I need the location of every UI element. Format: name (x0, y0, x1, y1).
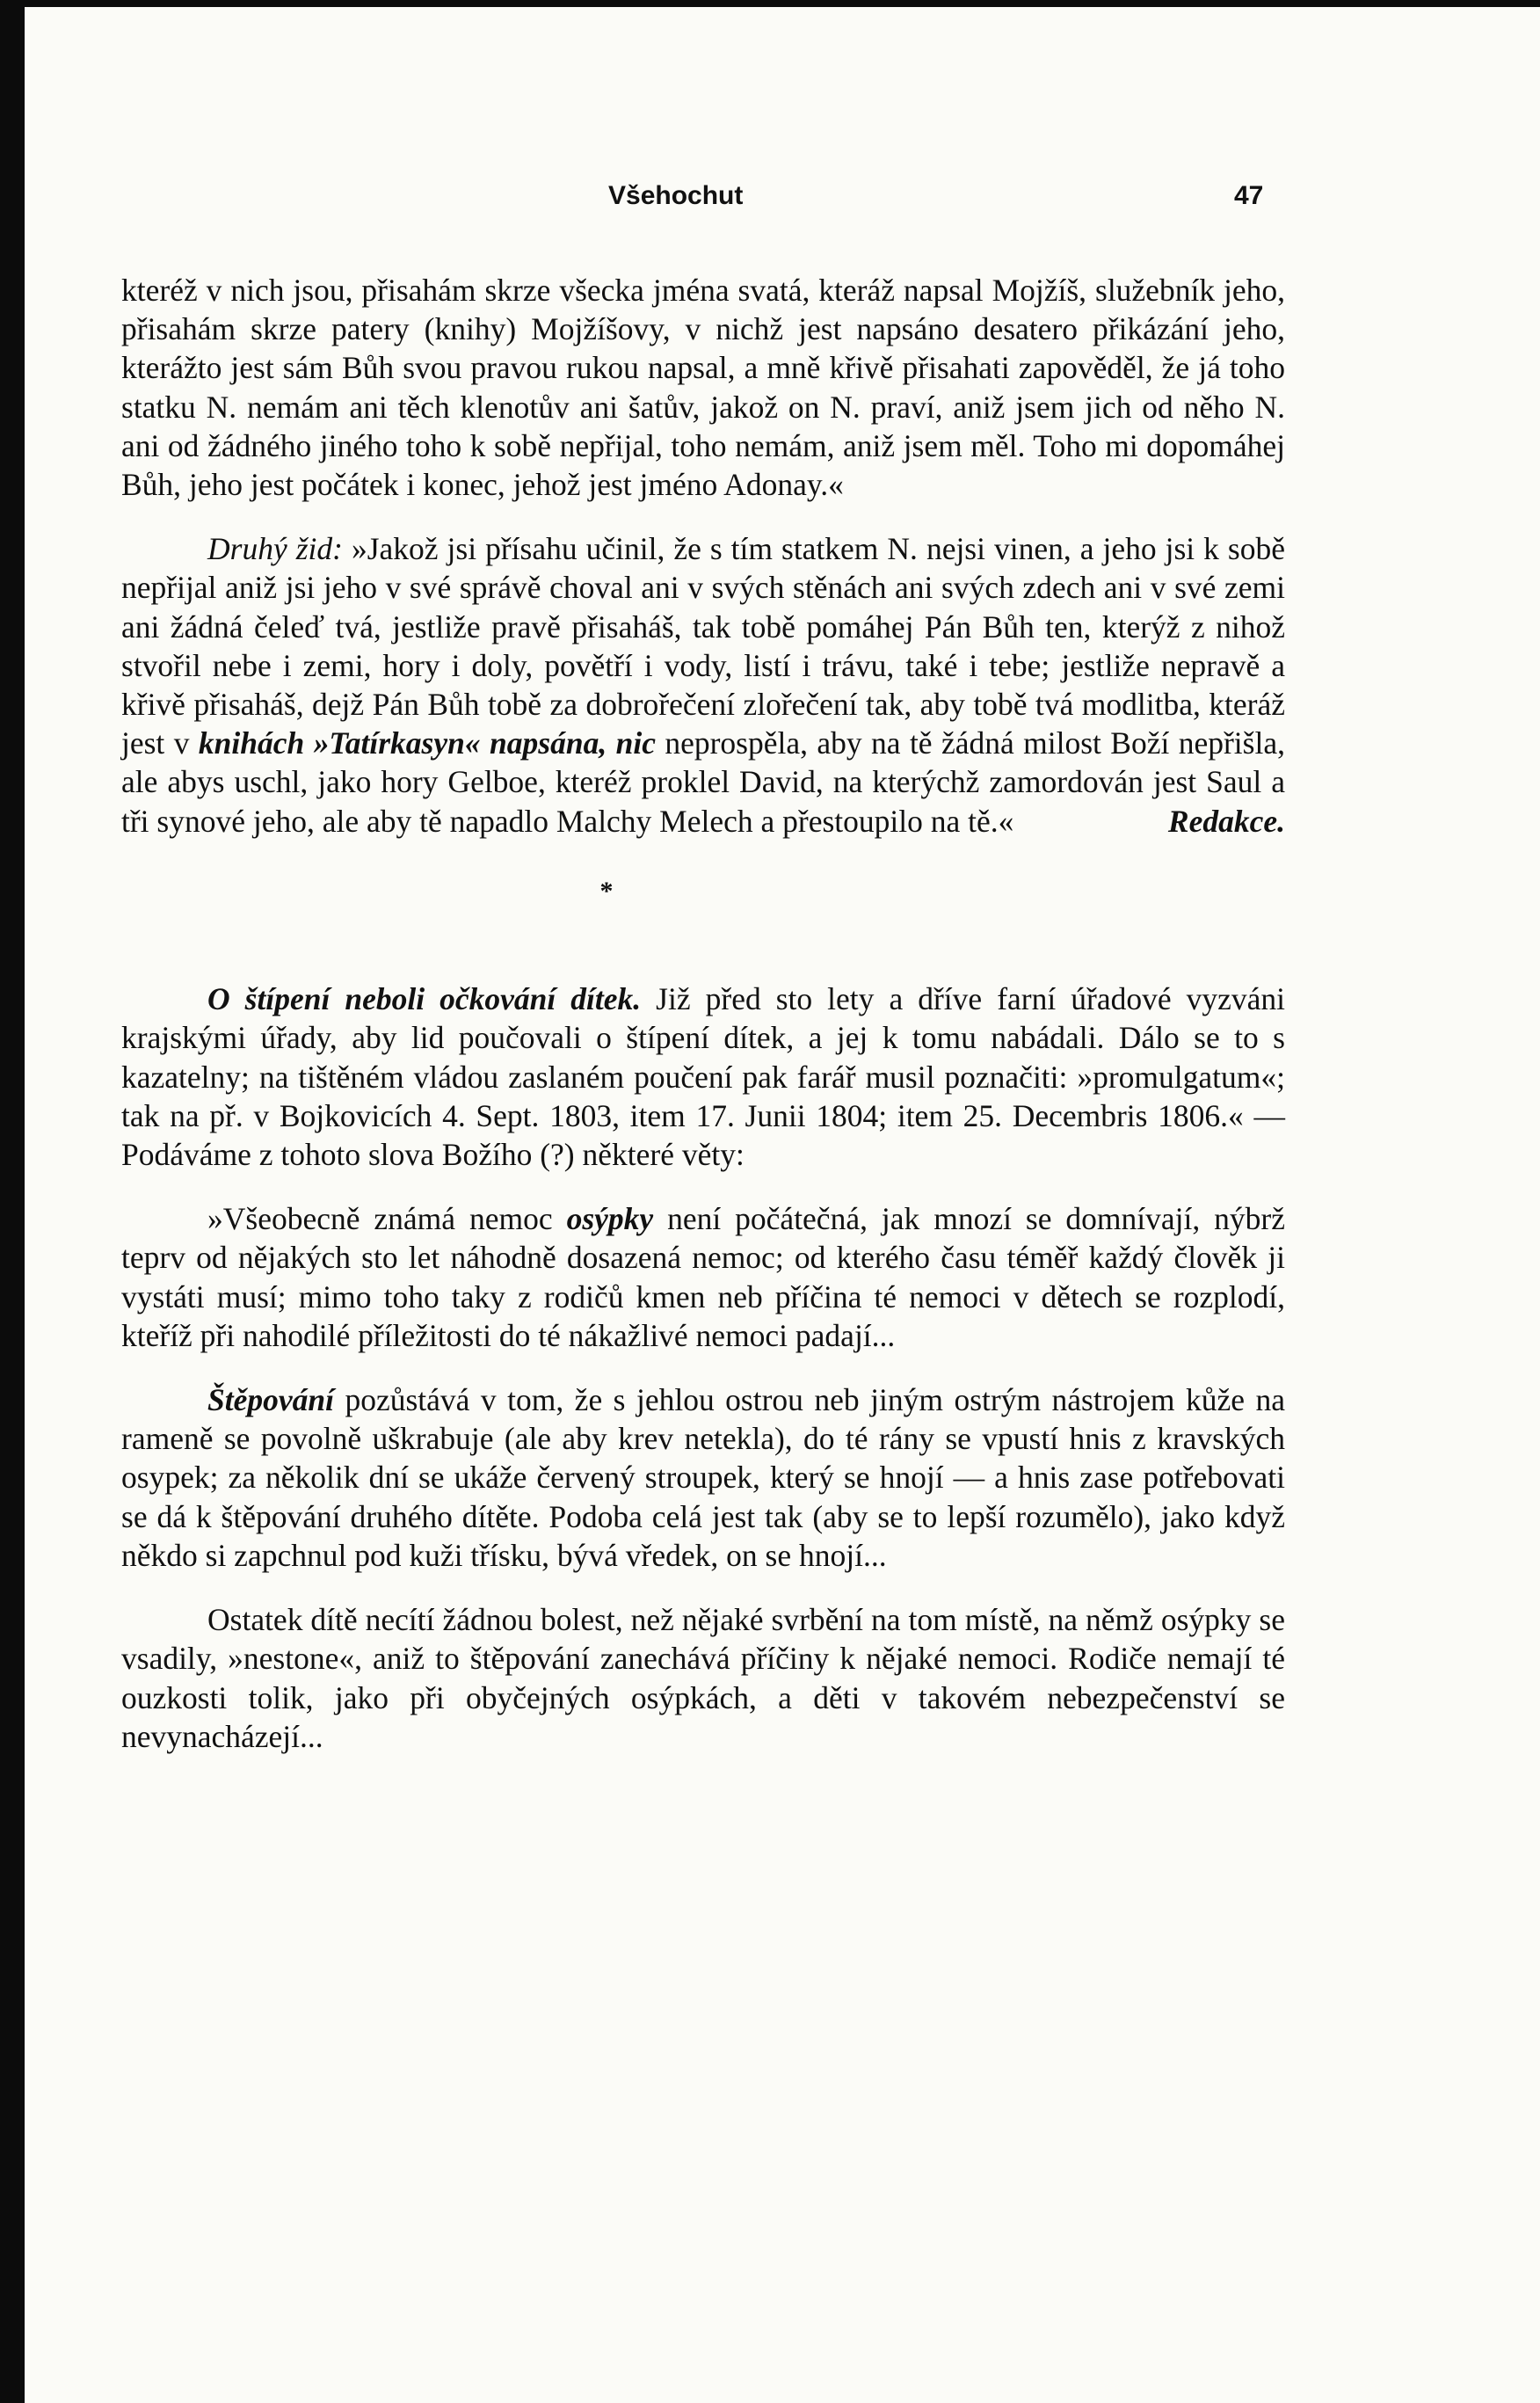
page-number: 47 (1234, 181, 1264, 210)
page-body (121, 271, 1285, 1781)
second-jew-paragraph (121, 529, 1285, 841)
second-jew-text-a: »Jakož jsi přísahu učinil, že s tím statkem N. nejsi vinen, a jeho jsi k sobě nepřijal aniž jsi jeho v své správě choval ani v svých stěnách ani svých zdech ani v své zemi ani žádná čeleď tvá, jestliže pravě přisaháš, tak tobě pomáhej Pán Bůh ten, kterýž z nihož stvořil nebe i zemi, hory i doly, povětří i vody, listí i trávu, také i tebe; jestliže nepravě a křivě přisaháš, dejž Pán Bůh tobě za dobrořečení zlořečení tak, aby tobě tvá modlitba, kteráž jest v (121, 531, 1285, 761)
second-jew-text-b: neprospěla, aby na tě žádná milost Boží nepřišla, ale abys uschl, jako hory Gelboe, kteréž proklel David, na kterýchž zamordován jest Saul a tři synové jeho, ale aby tě napadlo Malchy Melech a přestoupilo na tě.« (121, 725, 1285, 839)
stepovani-term: Štěpování (207, 1382, 334, 1418)
smallpox-text-b: není počátečná, jak mnozí se domnívají, nýbrž teprv od nějakých sto let náhodně dosazená nemoc; od kterého času téměř každý člověk ji vystáti musí; mimo toho taky z rodičů kmen neb příčina té nemoci v dětech se rozplodí, kteříž při nahodilé příležitosti do té nákažlivé nemoci padají... (121, 1201, 1285, 1353)
vaccination-title: O štípení neboli očkování dítek. (207, 981, 642, 1017)
osypky-term: osýpky (566, 1201, 654, 1237)
page-header (25, 181, 1540, 225)
inoculation-paragraph (121, 1380, 1285, 1575)
inoculation-text: pozůstává v tom, že s jehlou ostrou neb jiným ostrým nástrojem kůže na rameně se povolně uškrabuje (ale aby krev netekla), do té rány se vpustí hnis z kravských osypek; za několik dní se ukáže červený stroupek, který se hnojí — a hnis zase potřebovati se dá k štěpování druhého dítěte. Podoba celá jest tak (aby se to lepší rozumělo), jako když někdo si zapchnul pod kuži třísku, bývá vředek, on se hnojí... (121, 1382, 1285, 1573)
smallpox-text-a: »Všeobecně známá nemoc (207, 1201, 567, 1237)
redakce-signature: Redakce. (1167, 803, 1285, 839)
druhy-zid-label: Druhý žid: (207, 531, 343, 567)
aftercare-paragraph: Ostatek dítě necítí žádnou bolest, než nějaké svrbění na tom místě, na němž osýpky se vsadily, »nestone«, aniž to štěpování zanechává příčiny k nějaké nemoci. Rodiče nemají té ouzkosti tolik, jako při obyčejných osýpkách, a děti v takovém nebezpečenství se nevynacházejí... (121, 1602, 1285, 1754)
knihach-title: knihách »Tatírkasyn« napsána, nic (198, 725, 656, 761)
section-separator: * (599, 877, 614, 907)
vaccination-intro-paragraph (121, 979, 1285, 1174)
running-title: Všehochut (608, 181, 744, 210)
vaccination-intro-text: Již před sto lety a dříve farní úřadové vyzváni krajskými úřady, aby lid poučovali o štípení dítek, a jej k tomu nabádali. Dálo se to s kazatelny; na tištěném vládou zaslaném poučení pak farář musil poznačiti: »promulgatum«; tak na př. v Bojkovicích 4. Sept. 1803, item 17. Junii 1804; item 25. Decembris 1806.« — Podáváme z tohoto slova Božího (?) některé věty: (121, 981, 1285, 1173)
oath-paragraph: kteréž v nich jsou, přisahám skrze všecka jména svatá, kteráž napsal Mojžíš, služebník jeho, přisahám skrze patery (knihy) Mojžíšovy, v nichž jest napsáno desatero přikázání jeho, kterážto jest sám Bůh svou pravou rukou napsal, a mně křivě přisahati zapověděl, že já toho statku N. nemám ani těch klenotův ani šatův, jakož on N. praví, aniž jsem jich od něho N. ani od žádného jiného toho k sobě nepřijal, toho nemám, aniž jsem měl. Toho mi dopomáhej Bůh, jeho jest počátek i konec, jehož jest jméno Adonay.« (121, 273, 1285, 503)
book-page (25, 7, 1540, 2403)
smallpox-paragraph (121, 1199, 1285, 1355)
